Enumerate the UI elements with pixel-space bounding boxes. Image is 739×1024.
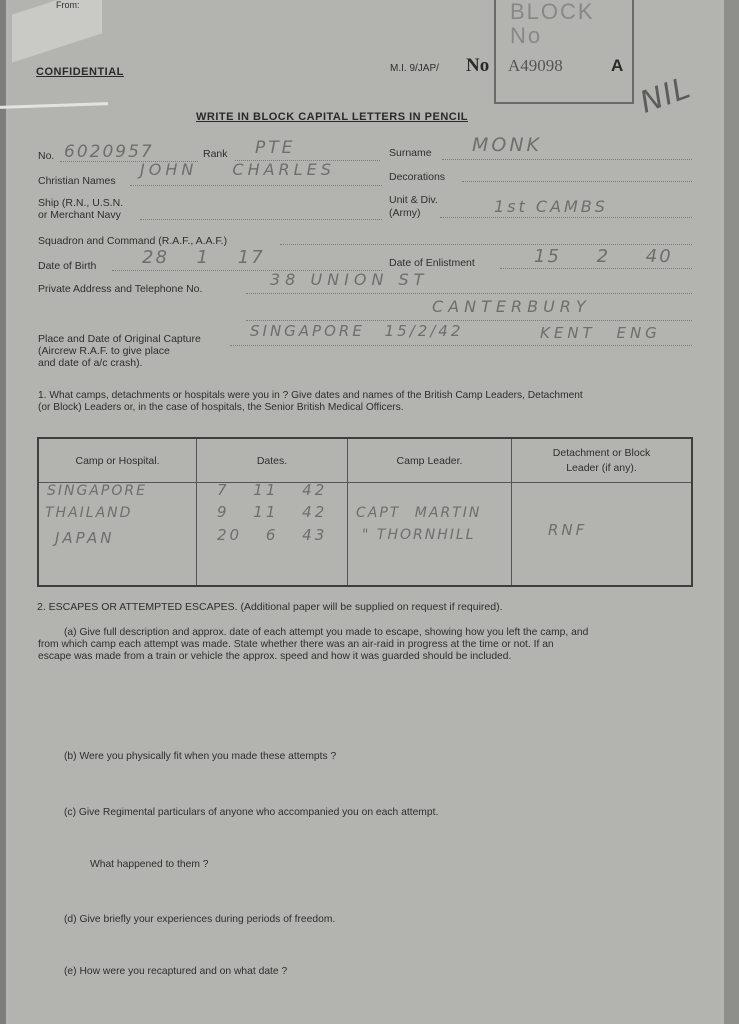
christian-names-value: JOHN CHARLES [140, 160, 335, 179]
address-value-1: 38 UNION ST [270, 270, 429, 289]
dates-cell [197, 482, 348, 586]
address-value-3: KENT ENG [540, 324, 661, 342]
squadron-label: Squadron and Command (R.A.F., A.A.F.) [38, 235, 228, 247]
rank-value: PTE [255, 138, 296, 158]
form-code: M.I. 9/JAP/ [390, 63, 439, 74]
enlistment-label: Date of Enlistment [389, 257, 475, 269]
unit-value: 1st CAMBS [494, 197, 608, 216]
question-2c: (c) Give Regimental particulars of anyone who accompanied you on each attempt. [64, 807, 439, 818]
ship-line [140, 219, 382, 220]
instruction-heading: WRITE IN BLOCK CAPITAL LETTERS IN PENCIL [196, 111, 468, 123]
confidential-label: CONFIDENTIAL [36, 66, 124, 78]
header-dates [197, 438, 348, 482]
header-leader-text: Camp Leader. [396, 455, 463, 468]
leader-cell [348, 482, 512, 586]
question-2a-line-2: from which camp each attempt was made. State whether there was an air-raid in progress at the time or not. If an [38, 639, 554, 650]
no-label: No. [38, 150, 55, 162]
capture-label-1: Place and Date of Original Capture [38, 333, 201, 345]
question-1-line-1: 1. What camps, detachments or hospitals were you in ? Give dates and names of the British Camp Leaders, Detachment [38, 390, 583, 401]
dob-value: 28 1 17 [142, 247, 265, 268]
question-2e: (e) How were you recaptured and on what date ? [64, 966, 288, 977]
header-camp-text: Camp or Hospital. [75, 455, 160, 468]
rank-label: Rank [203, 148, 228, 160]
block-stamp-text: BLOCK No [510, 0, 595, 48]
camp-name: SINGAPORE [47, 482, 147, 499]
christian-names-label: Christian Names [38, 175, 116, 187]
serial-suffix: A [611, 56, 624, 75]
camp-name: THAILAND [45, 504, 133, 521]
question-2a-line-3: escape was made from a train or vehicle the approx. speed and how it was guarded should be included. [38, 651, 512, 662]
camps-table [37, 437, 693, 587]
surname-line [442, 159, 692, 160]
camp-cell [38, 482, 197, 586]
camp-name: JAPAN [55, 528, 115, 547]
unit-line [440, 217, 692, 218]
surname-label: Surname [389, 147, 432, 159]
camp-date: 20 6 43 [217, 525, 328, 544]
question-2-heading: 2. ESCAPES OR ATTEMPTED ESCAPES. (Additional paper will be supplied on request if required). [37, 601, 503, 613]
question-2b: (b) Were you physically fit when you made these attempts ? [64, 751, 337, 762]
header-camp [38, 438, 197, 482]
camp-date: 9 11 42 [217, 502, 328, 521]
surname-value: MONK [472, 134, 543, 156]
question-2d: (d) Give briefly your experiences during periods of freedom. [64, 914, 336, 925]
camp-leader: CAPT MARTIN [356, 504, 482, 521]
camp-leader: " THORNHILL [362, 526, 476, 543]
block-cell [512, 482, 693, 586]
ship-label-1: Ship (R.N., U.S.N. [38, 197, 124, 209]
address-line-2 [246, 320, 692, 321]
question-1-line-2: (or Block) Leaders or, in the case of hospitals, the Senior British Medical Officers. [38, 402, 404, 413]
question-2a-line-1: (a) Give full description and approx. date of each attempt you made to escape, showing how you left the camp, and [64, 627, 589, 638]
decorations-label: Decorations [389, 171, 446, 183]
dob-label: Date of Birth [38, 260, 97, 272]
capture-value: SINGAPORE 15/2/42 [250, 322, 464, 340]
address-line-1 [246, 293, 692, 294]
header-dates-text: Dates. [256, 455, 288, 468]
number-prefix: No [466, 55, 490, 76]
address-label: Private Address and Telephone No. [38, 283, 203, 295]
capture-label-2: (Aircrew R.A.F. to give place [38, 345, 170, 357]
address-value-2: CANTERBURY [432, 297, 591, 316]
enlistment-value: 15 2 40 [534, 246, 673, 267]
enlistment-line [500, 268, 692, 269]
capture-line [230, 345, 692, 346]
unit-label-2: (Army) [389, 207, 421, 219]
camp-date: 7 11 42 [217, 480, 328, 499]
header-block [512, 438, 693, 482]
block-leader: RNF [548, 520, 588, 539]
unit-label-1: Unit & Div. [389, 194, 438, 206]
header-leader [348, 438, 512, 482]
page-edge [724, 0, 739, 1024]
nil-note: NIL [635, 70, 696, 121]
no-value: 6020957 [64, 142, 154, 162]
question-2c-follow: What happened to them ? [90, 859, 209, 870]
christian-names-line [130, 185, 382, 186]
squadron-line [280, 244, 692, 245]
from-label: From: [56, 0, 80, 10]
ship-label-2: or Merchant Navy [38, 209, 121, 221]
capture-label-3: and date of a/c crash). [38, 357, 143, 369]
decorations-line [462, 181, 692, 182]
header-block-text: Detachment or Block Leader (if any). [552, 447, 651, 475]
serial-number: A49098 [508, 56, 563, 75]
